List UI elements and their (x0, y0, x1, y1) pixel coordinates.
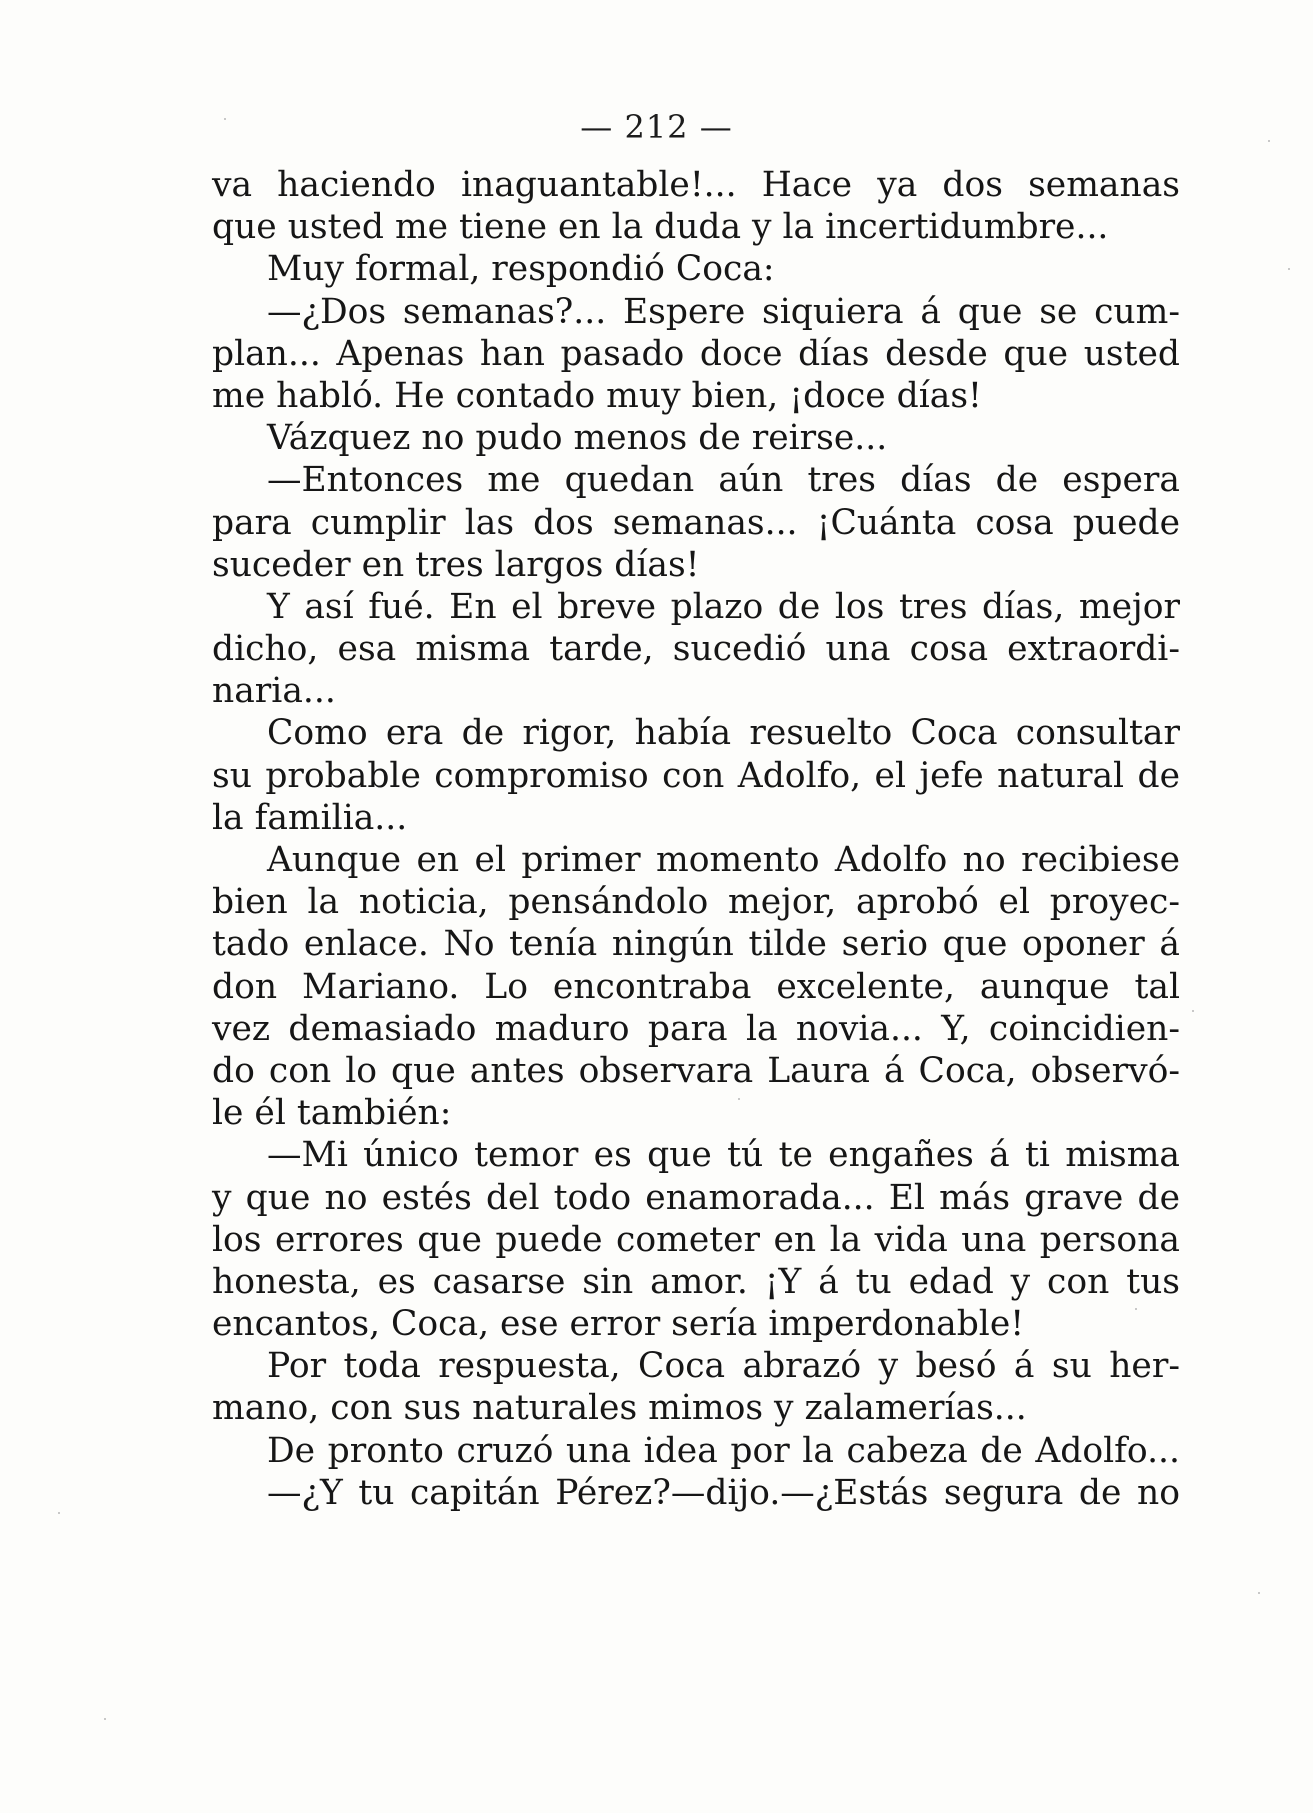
text-line: la familia... (212, 797, 408, 838)
text-line: Por toda respuesta, Coca abrazó y besó á su her- (267, 1346, 1180, 1387)
text-line: do con lo que antes observara Laura á Coca, observó- (212, 1050, 1180, 1091)
text-line: Y así fué. En el breve plazo de los tres días, mejor (267, 586, 1180, 627)
paper-speck (1192, 1010, 1194, 1012)
text-line: Aunque en el primer momento Adolfo no recibiese (267, 840, 1180, 880)
text-line: naria... (212, 671, 336, 712)
text-line: honesta, es casarse sin amor. ¡Y á tu edad y con tus (212, 1261, 1180, 1302)
paper-speck (738, 1098, 740, 1100)
text-line: bien la noticia, pensándolo mejor, aprobó el proyec- (212, 882, 1180, 923)
text-line: De pronto cruzó una idea por la cabeza de Adolfo... (267, 1430, 1180, 1471)
text-line: mano, con sus naturales mimos y zalamerías... (212, 1388, 1027, 1429)
text-line: su probable compromiso con Adolfo, el jefe natural de (212, 755, 1180, 796)
text-line: Vázquez no pudo menos de reirse... (267, 418, 888, 459)
text-line: va haciendo inaguantable!... Hace ya dos semanas (212, 165, 1180, 205)
text-line: Como era de rigor, había resuelto Coca consultar (267, 713, 1180, 754)
paper-speck (1258, 1592, 1260, 1594)
paper-speck (58, 1512, 60, 1514)
text-line: los errores que puede cometer en la vida una persona (212, 1219, 1180, 1260)
text-line: plan... Apenas han pasado doce días desde que usted (212, 333, 1180, 374)
text-line: dicho, esa misma tarde, sucedió una cosa extraordi- (212, 629, 1180, 670)
text-line: —¿Dos semanas?... Espere siquiera á que se cum- (267, 291, 1180, 332)
text-line: vez demasiado maduro para la novia... Y, coincidien- (212, 1008, 1180, 1049)
paper-speck (224, 118, 226, 120)
text-line: que usted me tiene en la duda y la incertidumbre... (212, 207, 1109, 248)
text-line: para cumplir las dos semanas... ¡Cuánta cosa puede (212, 502, 1180, 543)
text-line: —¿Y tu capitán Pérez?—dijo.—¿Estás segura de no (267, 1472, 1180, 1513)
text-line: suceder en tres largos días! (212, 544, 700, 585)
page-number: — 212 — (580, 108, 733, 146)
text-line: encantos, Coca, ese error sería imperdonable! (212, 1304, 1025, 1345)
paper-speck (1288, 268, 1290, 270)
paper-speck (104, 1718, 106, 1720)
text-line: —Entonces me quedan aún tres días de espera (267, 460, 1180, 501)
text-line: Muy formal, respondió Coca: (267, 249, 775, 290)
paper-speck (1268, 140, 1270, 142)
paper-speck (1135, 1308, 1137, 1310)
text-line: y que no estés del todo enamorada... El más grave de (212, 1177, 1180, 1218)
text-line: me habló. He contado muy bien, ¡doce días! (212, 375, 982, 416)
text-line: don Mariano. Lo encontraba excelente, aunque tal (212, 966, 1180, 1007)
body-text (212, 164, 1180, 1514)
text-line: le él también: (212, 1093, 452, 1134)
text-line: tado enlace. No tenía ningún tilde serio que oponer á (212, 924, 1180, 965)
text-line: —Mi único temor es que tú te engañes á ti misma (267, 1135, 1180, 1176)
